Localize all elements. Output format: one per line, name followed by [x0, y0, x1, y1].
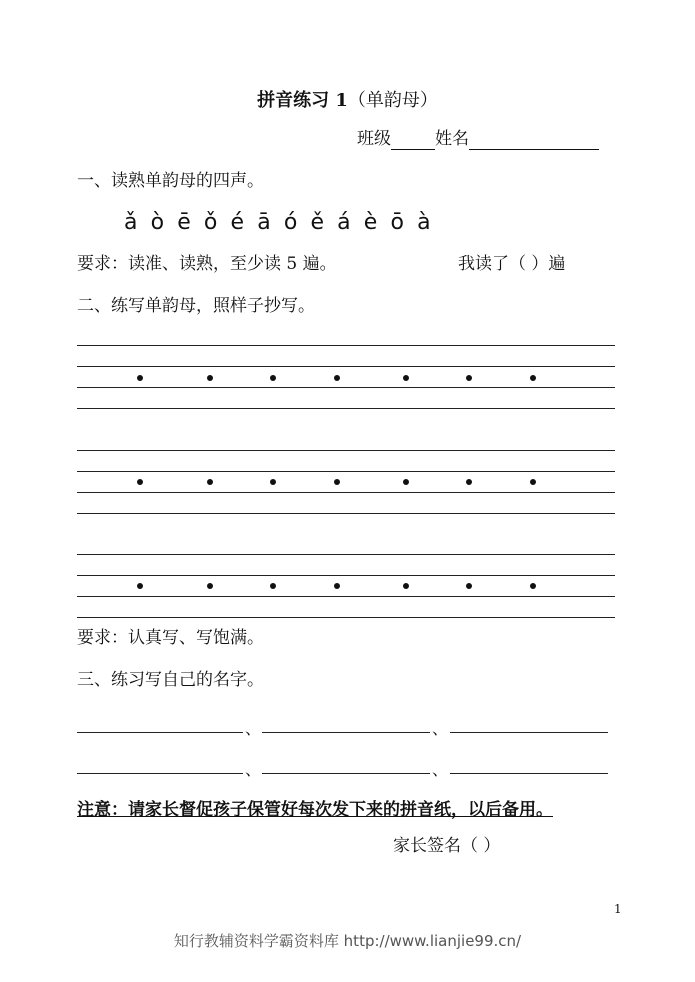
grid-line: [77, 345, 615, 346]
name-line[interactable]: [262, 773, 430, 774]
section1-heading: 一、读熟单韵母的四声。: [77, 171, 264, 191]
guide-dot: [334, 375, 340, 381]
section2-requirement: 要求：认真写、写饱满。: [77, 628, 264, 648]
separator: 、: [245, 760, 262, 779]
section3-heading: 三、练习写自己的名字。: [77, 670, 264, 690]
guide-dot: [334, 479, 340, 485]
pinyin-tones: ǎ ò ē ǒ é ā ó ě á è ō à: [124, 210, 431, 235]
read-count-prompt: 我读了（ ）遍: [458, 254, 566, 274]
guide-dot: [137, 479, 143, 485]
grid-line: [77, 387, 615, 388]
name-line[interactable]: [450, 732, 608, 733]
section2-heading: 二、练写单韵母，照样子抄写。: [77, 296, 315, 316]
footer-watermark: 知行教辅资料学霸资料库 http://www.lianjie99.cn/: [173, 932, 522, 950]
name-line[interactable]: [77, 773, 243, 774]
parent-signature: 家长签名（ ）: [393, 836, 501, 856]
guide-dot: [403, 375, 409, 381]
separator: 、: [432, 719, 449, 738]
page-number: 1: [614, 902, 622, 916]
guide-dot: [403, 479, 409, 485]
guide-dot: [137, 583, 143, 589]
name-line[interactable]: [77, 732, 243, 733]
grid-line: [77, 575, 615, 576]
guide-dot: [334, 583, 340, 589]
guide-dot: [466, 479, 472, 485]
grid-line: [77, 554, 615, 555]
separator: 、: [245, 719, 262, 738]
grid-line: [77, 596, 615, 597]
section1-requirement: 要求：读准、读熟，至少读 5 遍。: [77, 254, 337, 274]
grid-line: [77, 366, 615, 367]
guide-dot: [530, 375, 536, 381]
guide-dot: [530, 583, 536, 589]
guide-dot: [270, 375, 276, 381]
guide-dot: [207, 479, 213, 485]
guide-dot: [207, 583, 213, 589]
guide-dot: [466, 583, 472, 589]
page-title: [0, 86, 695, 112]
student-info: [357, 128, 599, 150]
grid-line: [77, 471, 615, 472]
guide-dot: [530, 479, 536, 485]
guide-dot: [403, 583, 409, 589]
guide-dot: [207, 375, 213, 381]
separator: 、: [432, 760, 449, 779]
title-sub: （单韵母）: [347, 90, 438, 111]
grid-line: [77, 492, 615, 493]
name-line[interactable]: [262, 732, 430, 733]
grid-line: [77, 513, 615, 514]
grid-line: [77, 450, 615, 451]
guide-dot: [270, 583, 276, 589]
grid-line: [77, 617, 615, 618]
guide-dot: [137, 375, 143, 381]
name-blank[interactable]: [469, 131, 599, 150]
grid-line: [77, 408, 615, 409]
name-line[interactable]: [450, 773, 608, 774]
class-blank[interactable]: [391, 131, 435, 150]
title-main: 拼音练习 1: [257, 90, 348, 111]
guide-dot: [270, 479, 276, 485]
guide-dot: [466, 375, 472, 381]
class-label: 班级: [357, 129, 391, 149]
parent-notice: 注意：请家长督促孩子保管好每次发下来的拼音纸，以后备用。: [77, 800, 553, 820]
name-label: 姓名: [435, 129, 469, 149]
